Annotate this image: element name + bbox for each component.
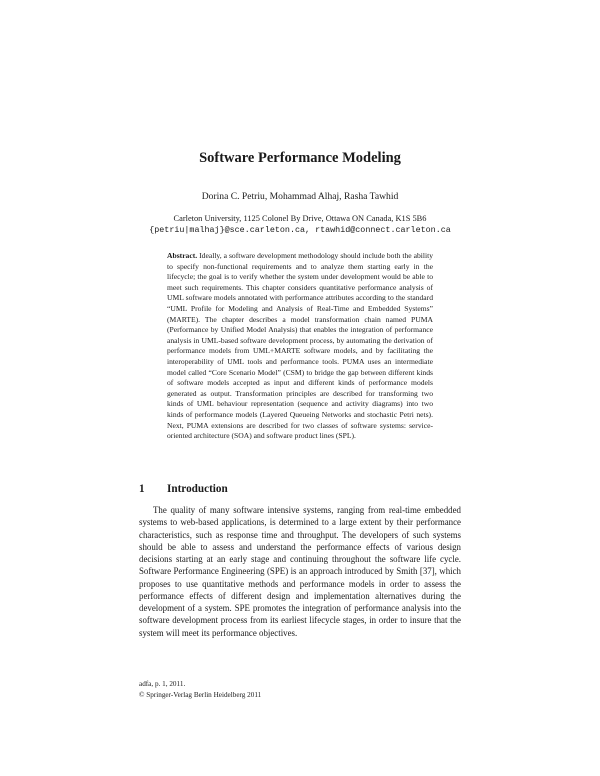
introduction-paragraph: The quality of many software intensive systems, ranging from real-time embedded systems to web-based applications, is determined to a large extent by their performance characteristics, such as response time and throughput. The developers of such systems should be able to assess and understand the performance effects of various design decisions starting at an early stage and continuing throughout the software life cycle. Software Performance Engineering (SPE) is an approach introduced by Smith [37], which proposes to use quantitative methods and performance models in order to assess the performance effects of different design and implementation alternatives during the development of a system. SPE promotes the integration of performance analysis into the software development process from its earliest lifecycle stages, in order to insure that the system will meet its performance objectives. — [139, 505, 461, 638]
section-heading — [139, 483, 228, 495]
footer-citation: adfa, p. 1, 2011. — [139, 680, 186, 688]
author-emails: {petriu|malhaj}@sce.carleton.ca, rtawhid@connect.carleton.ca — [149, 225, 451, 235]
paper-title: Software Performance Modeling — [199, 150, 401, 166]
abstract — [167, 251, 433, 442]
abstract-label: Abstract. — [167, 251, 198, 260]
footer-copyright: © Springer-Verlag Berlin Heidelberg 2011 — [139, 691, 262, 699]
author-list: Dorina C. Petriu, Mohammad Alhaj, Rasha Tawhid — [201, 191, 399, 202]
section-title: Introduction — [167, 483, 228, 495]
abstract-text: Ideally, a software development methodology should include both the ability to specify non-functional requirements and to analyze them starting early in the lifecycle; the goal is to verify whether the system under development would be able to meet such requirements. This chapter considers quantitative performance analysis of UML software models annotated with performance attributes according to the standard “UML Profile for Modeling and Analysis of Real-Time and Embedded Systems” (MARTE). The chapter describes a model transformation chain named PUMA (Performance by Unified Model Analysis) that enables the integration of performance analysis in UML-based software development process, by automating the derivation of performance models from UML+MARTE software models, and by facilitating the interoperability of UML tools and performance tools. PUMA uses an intermediate model called “Core Scenario Model” (CSM) to bridge the gap between different kinds of software models accepted as input and different kinds of performance models generated as output. Transformation principles are described for transforming two kinds of UML behaviour representation (sequence and activity diagrams) into two kinds of performance models (Layered Queueing Networks and stochastic Petri nets). Next, PUMA extensions are described for two classes of software systems: service-oriented architecture (SOA) and software product lines (SPL). — [167, 251, 433, 441]
page-footer — [139, 679, 261, 701]
section-number: 1 — [139, 483, 145, 495]
affiliation: Carleton University, 1125 Colonel By Drive, Ottawa ON Canada, K1S 5B6 — [173, 214, 427, 223]
